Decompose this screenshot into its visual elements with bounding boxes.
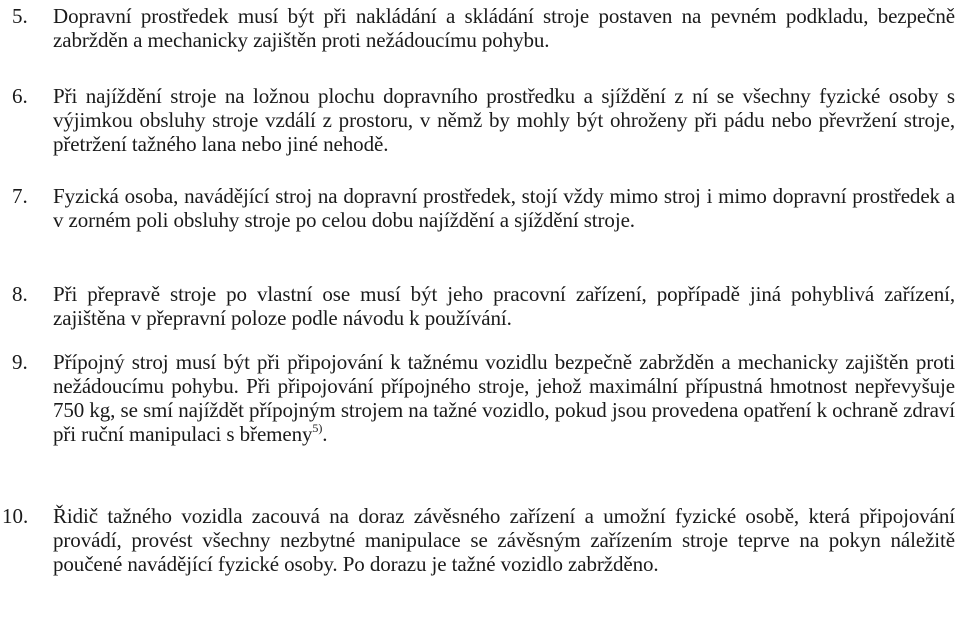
- footnote-reference: 5): [312, 421, 323, 435]
- item-text: [53, 350, 955, 446]
- item-text: Řidič tažného vozidla zacouvá na doraz závěsného zařízení a umožní fyzické osobě, která připojování provádí, provést všechny nezbytné manipulace se závěsným zařízením stroje teprve na pokyn náležitě poučené navádějící fyzické osoby. Po dorazu je tažné vozidlo zabržděno.: [53, 504, 955, 576]
- item-number: 7.: [12, 184, 28, 208]
- item-number: 10.: [2, 504, 29, 528]
- item-text: Fyzická osoba, navádějící stroj na dopravní prostředek, stojí vždy mimo stroj i mimo dopravní prostředek a v zorném poli obsluhy stroje po celou dobu najíždění a sjíždění stroje.: [53, 184, 955, 232]
- item-number: 8.: [12, 282, 28, 306]
- item-text: Při najíždění stroje na ložnou plochu dopravního prostředku a sjíždění z ní se všechny fyzické osoby s výjimkou obsluhy stroje vzdálí z prostoru, v němž by mohly být ohroženy při pádu nebo převržení stroje, přetržení tažného lana nebo jiné nehodě.: [53, 84, 955, 156]
- item-number: 9.: [12, 350, 28, 374]
- item-text-body: Přípojný stroj musí být při připojování k tažnému vozidlu bezpečně zabržděn a mechanicky zajištěn proti nežádoucímu pohybu. Při připojování přípojného stroje, jehož maximální přípustná hmotnost nepřevyšuje 750 kg, se smí najíždět přípojným strojem na tažné vozidlo, pokud jsou provedena opatření k ochraně zdraví při ruční manipulaci s břemeny: [53, 350, 955, 446]
- item-text-end: .: [322, 422, 328, 446]
- item-number: 5.: [12, 4, 28, 28]
- item-text: Dopravní prostředek musí být při nakládání a skládání stroje postaven na pevném podkladu, bezpečně zabržděn a mechanicky zajištěn proti nežádoucímu pohybu.: [53, 4, 955, 52]
- item-text: Při přepravě stroje po vlastní ose musí být jeho pracovní zařízení, popřípadě jiná pohyblivá zařízení, zajištěna v přepravní poloze podle návodu k používání.: [53, 282, 955, 330]
- item-number: 6.: [12, 84, 28, 108]
